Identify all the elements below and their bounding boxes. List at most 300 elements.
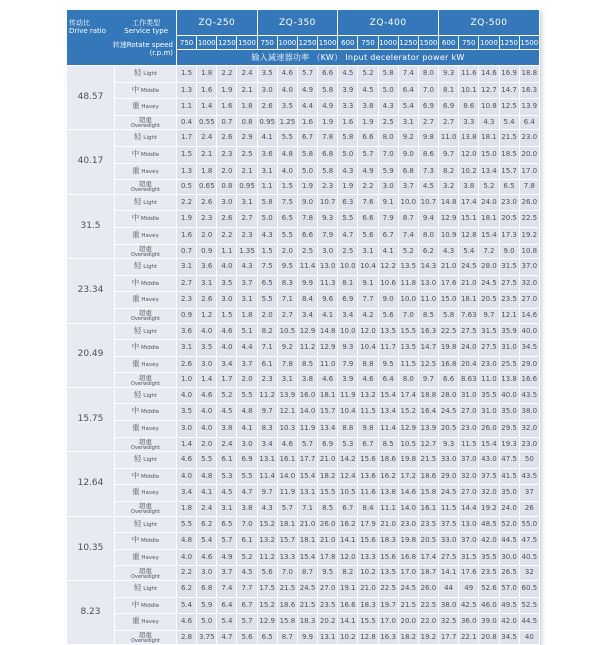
power-value-cell: 31.0 [479, 404, 499, 421]
table-row [67, 373, 540, 388]
power-value-cell: 3.7 [398, 180, 418, 195]
service-type-en-label: Overwdight [131, 316, 160, 323]
power-value-cell: 7.0 [398, 308, 418, 323]
power-value-cell: 3.8 [297, 373, 317, 388]
service-type-en: Service type [124, 26, 168, 35]
power-value-cell: 18.1 [277, 516, 297, 533]
power-value-cell: 4.8 [177, 533, 197, 550]
power-value-cell: 26.0 [318, 516, 338, 533]
power-value-cell: 4.3 [338, 163, 358, 180]
power-value-cell: 3.8 [459, 180, 479, 195]
power-value-cell: 17.7 [297, 452, 317, 469]
service-type-zh-label: 重 [132, 358, 140, 368]
table-row [67, 340, 540, 357]
power-value-cell: 5.4 [177, 597, 197, 614]
power-value-cell: 0.95 [257, 115, 277, 130]
table-row [67, 99, 540, 116]
table-row [67, 82, 540, 99]
rpm-text: (r.p.m) [149, 48, 173, 57]
power-value-cell: 31.5 [499, 259, 519, 276]
power-value-cell: 17.5 [257, 581, 277, 598]
power-value-cell: 6.6 [358, 211, 378, 228]
power-value-cell: 7.0 [277, 566, 297, 581]
drive-ratio-cell: 48.57 [67, 66, 115, 130]
power-value-cell: 5.8 [318, 82, 338, 99]
service-type-en-label: Overwdight [131, 123, 160, 130]
power-value-cell: 31.5 [459, 549, 479, 566]
power-value-cell: 16.2 [378, 468, 398, 485]
power-value-cell: 19.8 [398, 533, 418, 550]
power-value-cell: 10.6 [378, 275, 398, 292]
power-value-cell: 31.0 [459, 387, 479, 404]
service-type-en-label: Light [141, 586, 157, 592]
service-type-en-label: Overwdight [131, 444, 160, 451]
power-value-cell: 4.6 [217, 323, 237, 340]
power-value-cell: 27.0 [459, 485, 479, 502]
service-type-cell [115, 323, 177, 340]
power-value-cell: 2.1 [197, 146, 217, 163]
service-type-zh-label: 超重 [139, 437, 152, 446]
power-value-cell: 32.0 [519, 275, 539, 292]
power-value-cell: 2.2 [217, 66, 237, 83]
service-type-cell [115, 227, 177, 244]
power-value-cell: 18.5 [499, 146, 519, 163]
power-value-cell: 11.2 [297, 340, 317, 357]
power-value-cell: 1.6 [338, 115, 358, 130]
power-value-cell: 15.4 [297, 468, 317, 485]
power-value-cell: 0.4 [177, 115, 197, 130]
power-value-cell: 10.4 [338, 404, 358, 421]
power-value-cell: 3.9 [338, 82, 358, 99]
power-value-cell: 15.2 [398, 404, 418, 421]
power-value-cell: 9.0 [297, 194, 317, 211]
power-value-cell: 13.5 [398, 340, 418, 357]
power-value-cell: 9.7 [479, 308, 499, 323]
power-value-cell: 19.8 [439, 340, 459, 357]
power-value-cell: 2.3 [177, 292, 197, 309]
power-value-cell: 29.5 [499, 421, 519, 438]
service-type-zh-label: 中 [131, 277, 140, 287]
power-value-cell: 32.0 [459, 468, 479, 485]
power-value-cell: 9.2 [398, 130, 418, 147]
power-value-cell: 12.1 [277, 404, 297, 421]
power-value-cell: 18.1 [479, 211, 499, 228]
power-value-cell: 24.5 [398, 581, 418, 598]
table-row [67, 115, 540, 130]
power-value-cell: 20.5 [499, 211, 519, 228]
service-type-zh-label: 轻 [134, 325, 142, 335]
speed-header-zq-350-750: 750 [257, 36, 277, 50]
service-type-cell [115, 308, 177, 323]
power-value-cell: 4.1 [378, 244, 398, 259]
table-row [67, 259, 540, 276]
drive-ratio-cell: 40.17 [67, 130, 115, 194]
power-value-cell: 44 [439, 581, 459, 598]
power-value-cell: 3.1 [277, 373, 297, 388]
power-value-cell: 8.8 [358, 356, 378, 373]
power-value-cell: 8.0 [418, 227, 438, 244]
power-value-cell: 14.0 [277, 468, 297, 485]
power-value-cell: 4.4 [297, 99, 317, 116]
service-type-en-label: Havey [139, 104, 159, 111]
power-value-cell: 27.0 [519, 292, 539, 309]
power-value-cell: 5.0 [297, 163, 317, 180]
corner-rotate-speed-label [113, 41, 173, 57]
table-row [67, 146, 540, 163]
power-value-cell: 1.8 [177, 502, 197, 517]
power-value-cell: 12.0 [358, 323, 378, 340]
service-type-en-label: Middle [139, 345, 160, 352]
power-value-cell: 0.55 [197, 115, 217, 130]
power-value-cell: 18.1 [459, 292, 479, 309]
power-value-cell: 2.3 [257, 373, 277, 388]
power-value-cell: 15.7 [318, 404, 338, 421]
power-value-cell: 4.8 [237, 404, 257, 421]
service-type-en-label: Havey [139, 361, 159, 368]
service-type-en-label: Havey [139, 168, 159, 175]
power-value-cell: 52.0 [499, 516, 519, 533]
power-value-cell: 15.2 [257, 597, 277, 614]
service-type-en-label: Light [141, 328, 157, 335]
power-value-cell: 4.5 [217, 404, 237, 421]
power-value-cell: 5.6 [378, 308, 398, 323]
power-value-cell: 2.6 [197, 292, 217, 309]
power-value-cell: 6.6 [358, 130, 378, 147]
power-value-cell: 10.5 [398, 437, 418, 452]
power-value-cell: 3.9 [338, 373, 358, 388]
table-row [67, 421, 540, 438]
power-value-cell: 5.8 [378, 66, 398, 83]
power-value-cell: 15.2 [257, 516, 277, 533]
power-value-cell: 16.9 [499, 66, 519, 83]
power-value-cell: 11.5 [459, 437, 479, 452]
power-value-cell: 3.5 [217, 275, 237, 292]
power-value-cell: 13.1 [257, 452, 277, 469]
service-type-en-label: Light [141, 457, 157, 464]
power-value-cell: 9.7 [439, 146, 459, 163]
power-value-cell: 21.0 [318, 452, 338, 469]
power-value-cell: 7.8 [519, 180, 539, 195]
power-value-cell: 15.4 [479, 437, 499, 452]
power-value-cell: 4.5 [338, 66, 358, 83]
power-value-cell: 10.7 [318, 194, 338, 211]
power-value-cell: 16.3 [519, 82, 539, 99]
power-value-cell: 9.7 [257, 404, 277, 421]
power-value-cell: 5.4 [197, 533, 217, 550]
power-value-cell: 41.5 [499, 468, 519, 485]
power-value-cell: 4.6 [177, 614, 197, 631]
service-type-zh-label: 超重 [139, 631, 152, 640]
power-value-cell: 2.6 [257, 99, 277, 116]
power-value-cell: 55.0 [519, 516, 539, 533]
service-type-cell [115, 259, 177, 276]
power-value-cell: 0.8 [217, 180, 237, 195]
service-type-cell [115, 211, 177, 228]
power-value-cell: 2.3 [217, 146, 237, 163]
power-value-cell: 5.2 [217, 387, 237, 404]
power-value-cell: 11.9 [297, 421, 317, 438]
table-row [67, 502, 540, 517]
power-value-cell: 2.1 [237, 163, 257, 180]
power-value-cell: 6.6 [439, 373, 459, 388]
power-value-cell: 11.0 [418, 292, 438, 309]
service-type-en-label: Light [141, 521, 157, 528]
power-value-cell: 16.8 [398, 549, 418, 566]
service-type-en-label: Havey [139, 426, 159, 433]
power-value-cell: 12.2 [378, 259, 398, 276]
power-value-cell: 4.9 [358, 163, 378, 180]
power-value-cell: 8.8 [338, 421, 358, 438]
power-value-cell: 24.5 [479, 275, 499, 292]
power-value-cell: 1.6 [197, 82, 217, 99]
speed-header-zq-250-1500: 1500 [237, 36, 257, 50]
power-value-cell: 3.0 [177, 421, 197, 438]
power-value-cell: 1.35 [237, 244, 257, 259]
drive-ratio-en: Drive ratio [69, 26, 107, 35]
power-value-cell: 11.0 [479, 373, 499, 388]
power-value-cell: 5.0 [338, 146, 358, 163]
power-value-cell: 1.0 [177, 373, 197, 388]
power-value-cell: 5.4 [499, 115, 519, 130]
power-value-cell: 31.5 [479, 323, 499, 340]
power-value-cell: 4.9 [318, 99, 338, 116]
table-body [67, 66, 540, 645]
table-row [67, 533, 540, 550]
power-value-cell: 33.0 [439, 452, 459, 469]
service-type-cell [115, 130, 177, 147]
power-value-cell: 20.0 [519, 146, 539, 163]
power-value-cell: 13.2 [257, 533, 277, 550]
power-value-cell: 57.0 [499, 581, 519, 598]
power-value-cell: 5.6 [358, 227, 378, 244]
power-value-cell: 5.7 [237, 614, 257, 631]
service-type-cell [115, 66, 177, 83]
power-value-cell: 6.4 [398, 82, 418, 99]
power-value-cell: 12.9 [439, 211, 459, 228]
service-type-cell [115, 373, 177, 388]
power-value-cell: 2.7 [439, 115, 459, 130]
power-value-cell: 42.5 [459, 597, 479, 614]
power-value-cell: 18.3 [297, 614, 317, 631]
table-row [67, 130, 540, 147]
power-value-cell: 10.2 [358, 566, 378, 581]
power-value-cell: 18.3 [358, 597, 378, 614]
power-value-cell: 1.6 [217, 99, 237, 116]
power-value-cell: 5.8 [439, 308, 459, 323]
speed-header-zq-500-1000: 1000 [479, 36, 499, 50]
power-value-cell: 15.6 [358, 452, 378, 469]
service-type-en-label: Middle [139, 409, 160, 416]
power-value-cell: 44.5 [499, 533, 519, 550]
power-value-cell: 5.3 [338, 437, 358, 452]
service-type-zh-label: 轻 [134, 68, 142, 77]
speed-header-zq-350-1000: 1000 [277, 36, 297, 50]
speed-power-spec-table [66, 9, 540, 645]
power-value-cell: 6.5 [217, 516, 237, 533]
power-value-cell: 15.5 [358, 614, 378, 631]
power-value-cell: 22.1 [459, 630, 479, 645]
service-type-zh-label: 轻 [134, 196, 142, 206]
power-value-cell: 1.2 [197, 308, 217, 323]
power-value-cell: 5.5 [237, 387, 257, 404]
power-value-cell: 6.1 [237, 533, 257, 550]
power-value-cell: 0.7 [177, 244, 197, 259]
power-value-cell: 15.7 [499, 163, 519, 180]
power-value-cell: 40.0 [499, 387, 519, 404]
power-value-cell: 22.5 [378, 581, 398, 598]
power-value-cell: 14.1 [439, 566, 459, 581]
power-value-cell: 1.6 [297, 115, 317, 130]
power-value-cell: 21.5 [398, 597, 418, 614]
power-value-cell: 12.7 [418, 437, 438, 452]
power-value-cell: 1.5 [217, 308, 237, 323]
service-type-zh-label: 超重 [139, 566, 152, 575]
power-value-cell: 2.3 [237, 227, 257, 244]
service-type-cell [115, 115, 177, 130]
speed-header-zq-500-1500: 1500 [519, 36, 539, 50]
power-value-cell: 4.8 [197, 468, 217, 485]
service-type-en-label: Middle [139, 280, 160, 287]
power-value-cell: 7.1 [277, 292, 297, 309]
service-type-zh-label: 超重 [139, 309, 152, 318]
power-value-cell: 9.3 [439, 66, 459, 83]
power-value-cell: 2.4 [217, 437, 237, 452]
reducer-power-table [66, 9, 540, 645]
power-value-cell: 6.5 [277, 211, 297, 228]
power-value-cell: 31.0 [499, 340, 519, 357]
power-value-cell: 5.5 [277, 227, 297, 244]
power-value-cell: 3.0 [257, 82, 277, 99]
power-value-cell: 3.6 [257, 146, 277, 163]
power-value-cell: 52.5 [519, 597, 539, 614]
power-value-cell: 23.5 [479, 566, 499, 581]
power-value-cell: 5.0 [378, 82, 398, 99]
drive-ratio-cell: 31.5 [67, 194, 115, 258]
power-value-cell: 21.0 [378, 516, 398, 533]
power-value-cell: 17.3 [499, 227, 519, 244]
power-value-cell: 1.1 [257, 180, 277, 195]
power-value-cell: 5.5 [277, 130, 297, 147]
power-value-cell: 24.0 [459, 340, 479, 357]
power-value-cell: 4.3 [257, 502, 277, 517]
power-value-cell: 3.4 [257, 437, 277, 452]
power-value-cell: 0.7 [217, 115, 237, 130]
power-value-cell: 6.9 [439, 99, 459, 116]
power-value-cell: 17.4 [418, 549, 438, 566]
speed-header-zq-500-750: 750 [459, 36, 479, 50]
power-value-cell: 22.5 [439, 323, 459, 340]
service-type-en-label: Light [141, 135, 157, 142]
power-value-cell: 19.2 [479, 502, 499, 517]
table-row [67, 452, 540, 469]
power-value-cell: 3.4 [177, 485, 197, 502]
power-value-cell: 23.5 [418, 516, 438, 533]
power-value-cell: 5.2 [358, 66, 378, 83]
power-value-cell: 11.5 [358, 404, 378, 421]
power-value-cell: 17.0 [378, 614, 398, 631]
power-value-cell: 24.5 [297, 581, 317, 598]
speed-header-zq-350-1500: 1500 [318, 36, 338, 50]
service-type-en-label: Light [141, 392, 157, 399]
power-value-cell: 8.7 [277, 630, 297, 645]
power-value-cell: 14.7 [418, 340, 438, 357]
power-value-cell: 40 [519, 630, 539, 645]
power-value-cell: 5.2 [398, 244, 418, 259]
service-type-en-label: Light [141, 71, 157, 77]
power-value-cell: 34.5 [499, 630, 519, 645]
service-type-zh-label: 重 [132, 101, 140, 111]
power-value-cell: 17.2 [398, 468, 418, 485]
power-value-cell: 26.0 [519, 194, 539, 211]
power-value-cell: 3.0 [217, 194, 237, 211]
power-value-cell: 4.5 [237, 566, 257, 581]
power-value-cell: 2.1 [237, 82, 257, 99]
power-value-cell: 42.0 [479, 533, 499, 550]
service-type-zh: 工作类型 [132, 18, 161, 27]
input-power-label: 输入减速器功率 （KW） Input decelerator power kW [177, 50, 540, 66]
power-value-cell: 7.9 [318, 227, 338, 244]
power-value-cell: 35.5 [479, 387, 499, 404]
power-value-cell: 6.3 [338, 194, 358, 211]
power-value-cell: 1.3 [177, 82, 197, 99]
power-value-cell: 0.65 [197, 180, 217, 195]
power-value-cell: 21.0 [318, 533, 338, 550]
power-value-cell: 9.4 [418, 211, 438, 228]
service-type-en-label: Havey [139, 619, 159, 626]
power-value-cell: 2.2 [217, 227, 237, 244]
power-value-cell: 12.5 [418, 356, 438, 373]
service-type-zh-label: 轻 [134, 583, 142, 592]
power-value-cell: 1.5 [177, 66, 197, 83]
power-value-cell: 14.6 [479, 66, 499, 83]
power-value-cell: 11.6 [459, 66, 479, 83]
power-value-cell: 7.6 [358, 194, 378, 211]
power-value-cell: 2.6 [177, 356, 197, 373]
service-type-cell [115, 404, 177, 421]
service-type-en-label: Overwdight [131, 380, 160, 387]
power-value-cell: 26.0 [418, 581, 438, 598]
power-value-cell: 1.9 [297, 180, 317, 195]
power-value-cell: 13.0 [418, 275, 438, 292]
power-value-cell: 15.6 [378, 549, 398, 566]
power-value-cell: 34.5 [519, 340, 539, 357]
power-value-cell: 3.1 [358, 244, 378, 259]
power-value-cell: 15.4 [297, 549, 317, 566]
power-value-cell: 16.1 [277, 452, 297, 469]
power-value-cell: 8.1 [338, 275, 358, 292]
power-value-cell: 19.3 [499, 437, 519, 452]
power-value-cell: 10.0 [398, 292, 418, 309]
power-value-cell: 8.5 [318, 502, 338, 517]
power-value-cell: 2.0 [217, 163, 237, 180]
power-value-cell: 23.0 [499, 194, 519, 211]
power-value-cell: 9.1 [358, 275, 378, 292]
table-row [67, 516, 540, 533]
service-type-zh-label: 中 [131, 84, 140, 94]
power-value-cell: 10.5 [338, 485, 358, 502]
power-value-cell: 18.1 [479, 130, 499, 147]
power-value-cell: 46.0 [479, 597, 499, 614]
service-type-cell [115, 194, 177, 211]
power-value-cell: 11.6 [358, 485, 378, 502]
power-value-cell: 20.2 [318, 614, 338, 631]
power-value-cell: 18.6 [277, 597, 297, 614]
power-value-cell: 27.5 [439, 549, 459, 566]
power-value-cell: 8.6 [459, 99, 479, 116]
power-value-cell: 4.1 [257, 130, 277, 147]
power-value-cell: 24.5 [459, 259, 479, 276]
power-value-cell: 3.4 [338, 308, 358, 323]
